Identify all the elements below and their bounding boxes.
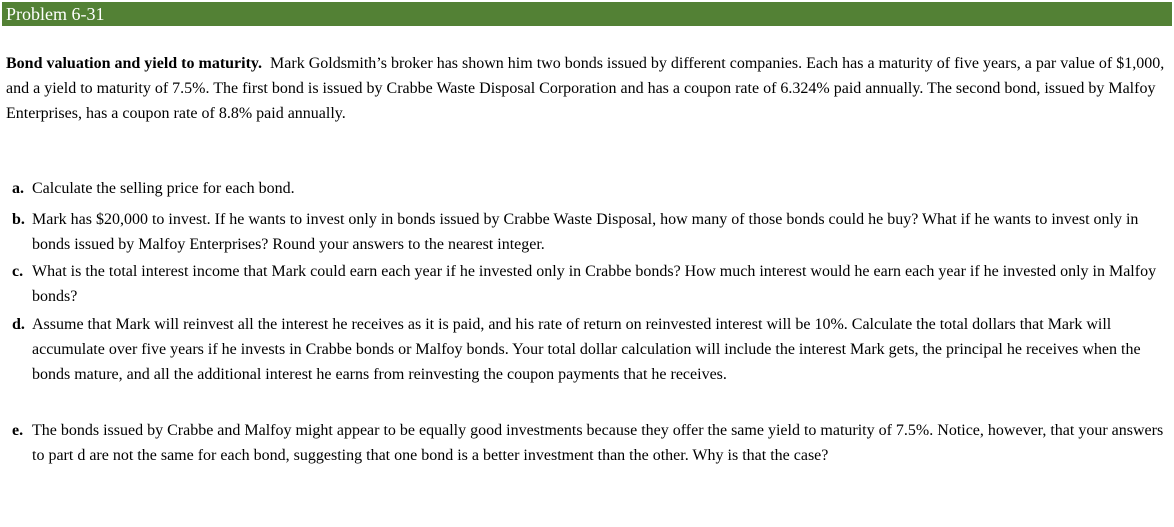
question-letter: b.	[12, 211, 25, 228]
intro-lead: Bond valuation and yield to maturity.	[6, 55, 263, 72]
question-a	[12, 176, 1167, 201]
question-text: What is the total interest income that Mark could earn each year if he invested only in Crabbe bonds? How much interest would he earn each year if he invested only in Malfoy bonds?	[32, 263, 1157, 305]
question-letter: d.	[12, 316, 25, 333]
problem-title: Problem 6-31	[6, 4, 105, 24]
question-text: Mark has $20,000 to invest. If he wants to invest only in bonds issued by Crabbe Waste Disposal, how many of those bonds could he buy? What if he wants to invest only in bonds issued by Malfoy Enterprises? Round your answers to the nearest integer.	[32, 211, 1139, 253]
question-text: The bonds issued by Crabbe and Malfoy might appear to be equally good investments because they offer the same yield to maturity of 7.5%. Notice, however, that your answers to part d are not the same for each bond, suggesting that one bond is a better investment than the other. Why is that the case?	[32, 422, 1164, 464]
question-letter: e.	[12, 422, 24, 439]
question-letter: c.	[12, 263, 24, 280]
problem-header	[2, 2, 1172, 26]
question-text: Assume that Mark will reinvest all the interest he receives as it is paid, and his rate of return on reinvested interest will be 10%. Calculate the total dollars that Mark will accumulate over five years if he invests in Crabbe bonds or Malfoy bonds. Your total dollar calculation will include the interest Mark gets, the principal he receives when the bonds mature, and all the additional interest he earns from reinvesting the coupon payments that he receives.	[32, 316, 1141, 383]
question-c	[12, 259, 1167, 309]
question-text: Calculate the selling price for each bond.	[32, 180, 295, 197]
problem-intro	[6, 51, 1166, 126]
question-e	[12, 418, 1167, 468]
intro-text: Mark Goldsmith’s broker has shown him two bonds issued by different companies. Each has a maturity of five years, a par value of $1,000, and a yield to maturity of 7.5%. The first bond is issued by Crabbe Waste Disposal Corporation and has a coupon rate of 6.324% paid annually. The second bond, issued by Malfoy Enterprises, has a coupon rate of 8.8% paid annually.	[6, 55, 1165, 122]
question-d	[12, 312, 1167, 387]
question-b	[12, 207, 1167, 257]
question-letter: a.	[12, 180, 24, 197]
